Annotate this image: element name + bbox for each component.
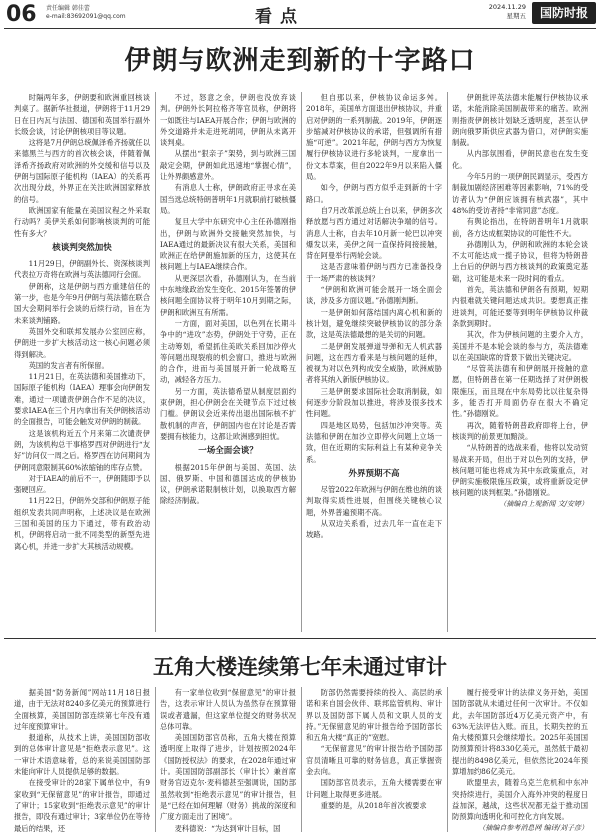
paragraph: 据美国“防务新闻”网站11月18日报道，由于无法对8240多亿美元的预算进行全面核算，美国国防部连续第七年没有通过年度预算审计。	[14, 688, 150, 731]
paragraph: 有消息人士称，伊朗政府正寻求在美国当选总统特朗普明年1月就职前打破核僵局。	[160, 183, 296, 215]
paragraph: 从更深层次看，孙德刚认为，在当前中东地缘政治发生变化、2015年签署的伊核问题全面协议将于明年10月到期之际，伊朗和欧洲互有所需。	[160, 273, 296, 317]
article1-title: 伊朗与欧洲走到新的十字路口	[124, 46, 476, 76]
date-info	[470, 3, 526, 21]
section-title: 看点	[255, 7, 305, 27]
article1-column-1	[14, 92, 150, 552]
paragraph: 对于IAEA的前后不一，伊朗随即予以强硬回应。	[14, 473, 150, 495]
paragraph: 其次，作为伊核问题的主要介入方，美国并不是本轮会谈的参与方，英法德难以在美国缺席的背景下做出关键决定。	[452, 330, 588, 362]
paragraph: 英国外交和联邦发展办公室回应称，伊朗进一步扩大核活动这一核心问题必须得到解决。	[14, 326, 150, 359]
paragraph: 欧洲国家有能量在美国议程之外采取行动吗？美伊关系如何影响核谈判的可能性有多大？	[14, 205, 150, 238]
column-divider	[301, 687, 302, 832]
article1-column-2	[160, 92, 296, 507]
editor-info	[46, 5, 126, 21]
paragraph: 复旦大学中东研究中心主任孙德刚指出，伊朗与欧洲外交接触突然加快，与IAEA通过的最新决议有很大关系，美国和欧洲正在给伊朗施加新的压力，这使其在核问题上与IAEA继续合作。	[160, 217, 296, 272]
article1-credit: （摘编自上观新闻 文/安婷）	[499, 499, 588, 508]
paragraph: 报道称，从技术上讲，美国国防部收到的总体审计意见是“拒绝表示意见”。这一审计术语意味着，总的来说美国国防部未能向审计人员提供足够的数据。	[14, 733, 150, 777]
paragraph: 今年5月的一项伊朗民调显示，受西方制裁加剧经济困难等因素影响，71%的受访者认为“伊朗应该拥有核武器”，其中48%的受访者持“非常同意”态度。	[452, 172, 588, 215]
paragraph: 如今，伊朗与西方似乎走到新的十字路口。	[306, 183, 442, 204]
paragraph: 有一家单位收到“保留意见”的审计报告，这表示审计人员认为虽然存在预算错误或者遗漏，但这家单位提交的财务状况总体可靠。	[160, 688, 296, 731]
paragraph: “从特朗普的选战来看，他将以发动贸易战来开局，但出于对以色列的支持，伊核问题可能也将成为其中东政策重点，对伊朗实施极限施压政策，或将重新设定伊核问题的谈判框架。”孙德刚说。	[452, 443, 588, 498]
article2-column-1	[14, 687, 150, 833]
paragraph: 麦科德说：“为达到审计目标，国	[174, 823, 281, 833]
paragraph: 根据2015年伊朗与美国、英国、法国、俄罗斯、中国和德国达成的伊核协议，伊朗承诺限制核计划，以换取西方解除经济制裁。	[160, 462, 296, 506]
paragraph: “无保留意见”的审计报告给予国防部官员清晰且可靠的财务信息，真正掌握资金去向。	[306, 744, 442, 777]
article2-column-2	[160, 687, 296, 833]
column-divider	[447, 92, 448, 632]
newspaper-logo: 国防时报	[532, 2, 596, 24]
header-rule	[4, 28, 596, 29]
paragraph: 伊朗批评英法德未能履行伊核协议承诺，未能消除美国制裁带来的痛苦。欧洲则指责伊朗核计划缺乏透明度，甚至认伊朗向俄罗斯供应武器为借口，对伊朗实施制裁。	[452, 93, 588, 148]
paragraph: 从双边关系看，过去几年一直在走下坡路。	[306, 518, 442, 540]
paragraph: 美国国防部官员称，五角大楼在预算透明度上取得了进步，计划按照2024年《国防授权法》的要求，在2028年通过审计。美国国防部副部长（审计长）兼首席财务官迈克尔·麦科德甚至强调说，国防部虽然收到“拒绝表示意见”的审计报告，但是“已经在如何理解（财务）挑战的深度和广度方面走出了困境”。	[160, 733, 296, 822]
paragraph: 但自那以来，伊核协议命运多舛。2018年，美国单方面退出伊核协议，并重启对伊朗的一系列制裁。2019年，伊朗逐步缩减对伊核协议的承诺，但强调所有措施“可逆”。2021年起，伊朗与西方为恢复履行伊核协议进行多轮谈判，一度拿出一份文本草案，但自2022年9月以来陷入僵局。	[306, 93, 442, 182]
page-number: 06	[6, 2, 37, 27]
paragraph: 一是伊朗如何落结国内离心机和新的核计划，避免继续突破伊核协议的部分条款，这是英法德最想的是关切的问题。	[306, 307, 442, 340]
column-divider	[155, 687, 156, 832]
paragraph: 防部仍然需要持续的投入、高层的承诺和来自国会伙伴、联邦监管机构、审计界以及国防部下属人员和文职人员的支持。”无保留意见的审计报告给予国防部长和五角大楼“真正的”宽慰。	[306, 688, 442, 743]
paragraph: 从内部氛围看，伊朗民意也在发生变化。	[452, 149, 588, 170]
paragraph: 伊朗称，这是伊朗与西方重建信任的第一步，也是今年9月伊朗与英法德在联合国大会期间举行会谈的后续行动，旨在为未来谈判铺路。	[14, 281, 150, 325]
paragraph: 一方面，面对美国，以色列在长期斗争中的“进攻”态势，伊朗处于守势，正在主动筹划，希望抓住美欧关系回加沙停火等问题出现裂痕的机会窗口，推进与欧洲的合作，进而与美国展开新一轮战略互动，减轻各方压力。	[160, 318, 296, 385]
subheading: 一场全面会谈？	[198, 446, 258, 457]
email-line: e-mail:83692091@qq.com	[46, 13, 126, 20]
paragraph: 二是伊朗发展弹道导弹和无人机武器问题，这在西方看来是与核问题的延伸，被视为对以色列构成安全威胁，欧洲威胁者将其纳入新版伊核协议。	[306, 341, 442, 385]
paragraph: 有舆论指出，在特朗普明年1月就职前，各方达成框架协议的可能性不大。	[452, 217, 588, 238]
paragraph: 履行接受审计的法律义务开始，美国国防部就从未通过任何一次审计。不仅如此，去年国防部近4万亿美元资产中，有63%无法评估入账。而且，长期失控的五角大楼预算只会继续增长。2025年美国国防预算预计将8330亿美元，虽然低于最初提出的8498亿美元，但依然比2024年预算增加约86亿美元。	[452, 688, 588, 777]
paragraph: 英国的发言者有所保留。	[28, 360, 109, 370]
column-divider	[155, 92, 156, 632]
article1-column-4	[452, 92, 588, 510]
paragraph: 11月29日，伊朗副外长、资深核谈判代表拉万奇将在欧洲与英法德同行会面。	[14, 259, 150, 280]
subheading: 核谈判突然加快	[52, 242, 112, 253]
paragraph: 另一方面，英法德希望从制度层面约束伊朗，担心伊朗会在关键节点下过过核门槛。伊朗议会近来传出退出国际核不扩散机制的声音，伊朗国内也在讨论是否需要拥有核能力，这都让欧洲感到担忧。	[160, 386, 296, 441]
article2-credit: （摘编自参考消息网 编译/刘子彦）	[478, 823, 588, 832]
paragraph: 尽管2022年欧洲与伊朗在维也纳的谈判取得实质性进展，但围绕关键核心议题，外界普遍预期不高。	[306, 485, 442, 517]
paragraph: 重要的是，从2018年首次被要求	[320, 800, 427, 810]
paragraph: “伊朗和欧洲可能会展开一场全面会谈，涉及多方面议题。”孙德刚判断。	[306, 285, 442, 306]
paragraph: 这是否意味着伊朗与西方已准备投身于一场严肃的核谈判？	[306, 262, 442, 283]
paragraph: 再次，随着特朗普政府即将上台，伊核谈判的前景更加黯淡。	[452, 420, 588, 441]
paragraph: 11月22日，伊朗外交部和伊朗原子能组织发表共同声明称，上述决议是在欧洲三国和美国的压力下通过，带有政治动机，伊朗将启动一批不同类型的新型先进离心机，并进一步扩大其核活动规模。	[14, 496, 150, 551]
article2-column-3	[306, 687, 442, 833]
date: 2024.11.29	[488, 3, 526, 11]
paragraph: 四是地区局势，包括加沙冲突等。英法德和伊朗在加沙立即停火问题上立场一致，但在近期的实际利益上有某种竞争关系。	[306, 420, 442, 464]
article1-column-3	[306, 92, 442, 541]
paragraph: 国防部官员表示，五角大楼需要在审计问题上取得更多进展。	[306, 778, 442, 799]
paragraph: 从摆出“狠亲子”架势，到与欧洲三国敲定会期，伊朗如此迅速地“掌握心情”，让外界颇感意外。	[160, 149, 296, 182]
article2-title: 五角大楼连续第七年未通过审计	[153, 655, 447, 679]
article2-column-4	[452, 687, 588, 833]
paragraph: 不过，怒意之余，伊朗也没放弃谈判。伊朗外长阿拉格齐等官员称，伊朗将一如既往与IAEA开展合作；伊朗与欧洲的外交道路并未走进死胡同，伊朗从未离开谈判桌。	[160, 93, 296, 148]
subheading: 外界预期不高	[348, 468, 400, 479]
editor-line: 责任编辑 韩佳蕾	[46, 5, 90, 12]
paragraph: 自7月改革派总统上台以来，伊朗多次释放愿与西方通过对话解决争端的信号。消息人士称，自去年10月新一轮巴以冲突爆发以来，美伊之间一直保持间接接触，背在阿曼举行两轮会谈。	[306, 205, 442, 261]
column-divider	[301, 92, 302, 632]
paragraph: 首先，英法德和伊朗各有预期，短期内很难就关键问题达成共识。要想真正推进谈判，可能还要等到明年伊核协议仲裁条款到期时。	[452, 285, 588, 328]
paragraph: 时隔两年多，伊朗要和欧洲重回核谈判桌了。据新华社报道，伊朗将于11月29日在日内瓦与法国、德国和英国举行副外长级会谈，讨论伊朗核项目等议题。	[14, 93, 150, 136]
paragraph: 在接受审计的28家下属单位中，有9家收到“无保留意见”的审计报告，即通过了审计；15家收到“拒绝表示意见”的审计报告，即没有通过审计；3家单位仍在等待最后的结果，还	[14, 778, 150, 833]
article-divider	[4, 638, 596, 639]
column-divider	[447, 687, 448, 832]
paragraph: 这是该机构近五个月来第二次谴责伊朗，为该机构总干事格罗西对伊朗进行“友好”访问仅一周之后。格罗西在访问期间为伊朗同意限制其60%浓缩铀的库存点赞。	[14, 428, 150, 472]
weekday: 星期五	[506, 12, 526, 20]
paragraph: 欧盟里去，随着乌克兰危机和中东冲突持续进行，美国介入海外冲突的程度日益加深，越战，这些状况都无益于推动国防预算向透明化和可控化方向发展。	[452, 778, 588, 822]
paragraph: 孙德刚认为，伊朗和欧洲的本轮会谈不太可能达成一揽子协议，但将为特朗普上台后的伊朗与西方核谈判的政策奠定基础，这可能是未来一段时间的看点。	[452, 239, 588, 283]
paragraph: 这将是7月伊朗总统佩泽希齐扬就任以来德黑兰与西方的首次核会谈，伴随着佩泽希齐扬政府对欧洲的外交缓和信号以及伊朗与国际原子能机构（IAEA）的关系再次出现分歧，外界正在关注欧洲国家释放的信号。	[14, 138, 150, 204]
paragraph: 11月21日，在英法德和美国推动下，国际原子能机构（IAEA）理事会向伊朗发难，通过一项谴责伊朗合作不足的决议，要求IAEA在三个月内拿出有关伊朗核活动的全面报告，可能会触发对伊朗的制裁。	[14, 372, 150, 427]
paragraph: “尽管英法德有和伊朗展开接触的意愿，但特朗普在第一任期选择了对伊朗极限施压，而且现在中东局势比以往复杂得多，能否打开局面仍存在很大不确定性。”孙德刚说。	[452, 364, 588, 419]
paragraph: 三是伊朗要求国际社会取消制裁，如何逐步分阶段加以推进，将涉及很多技术性问题。	[306, 386, 442, 419]
page-header	[0, 0, 600, 28]
